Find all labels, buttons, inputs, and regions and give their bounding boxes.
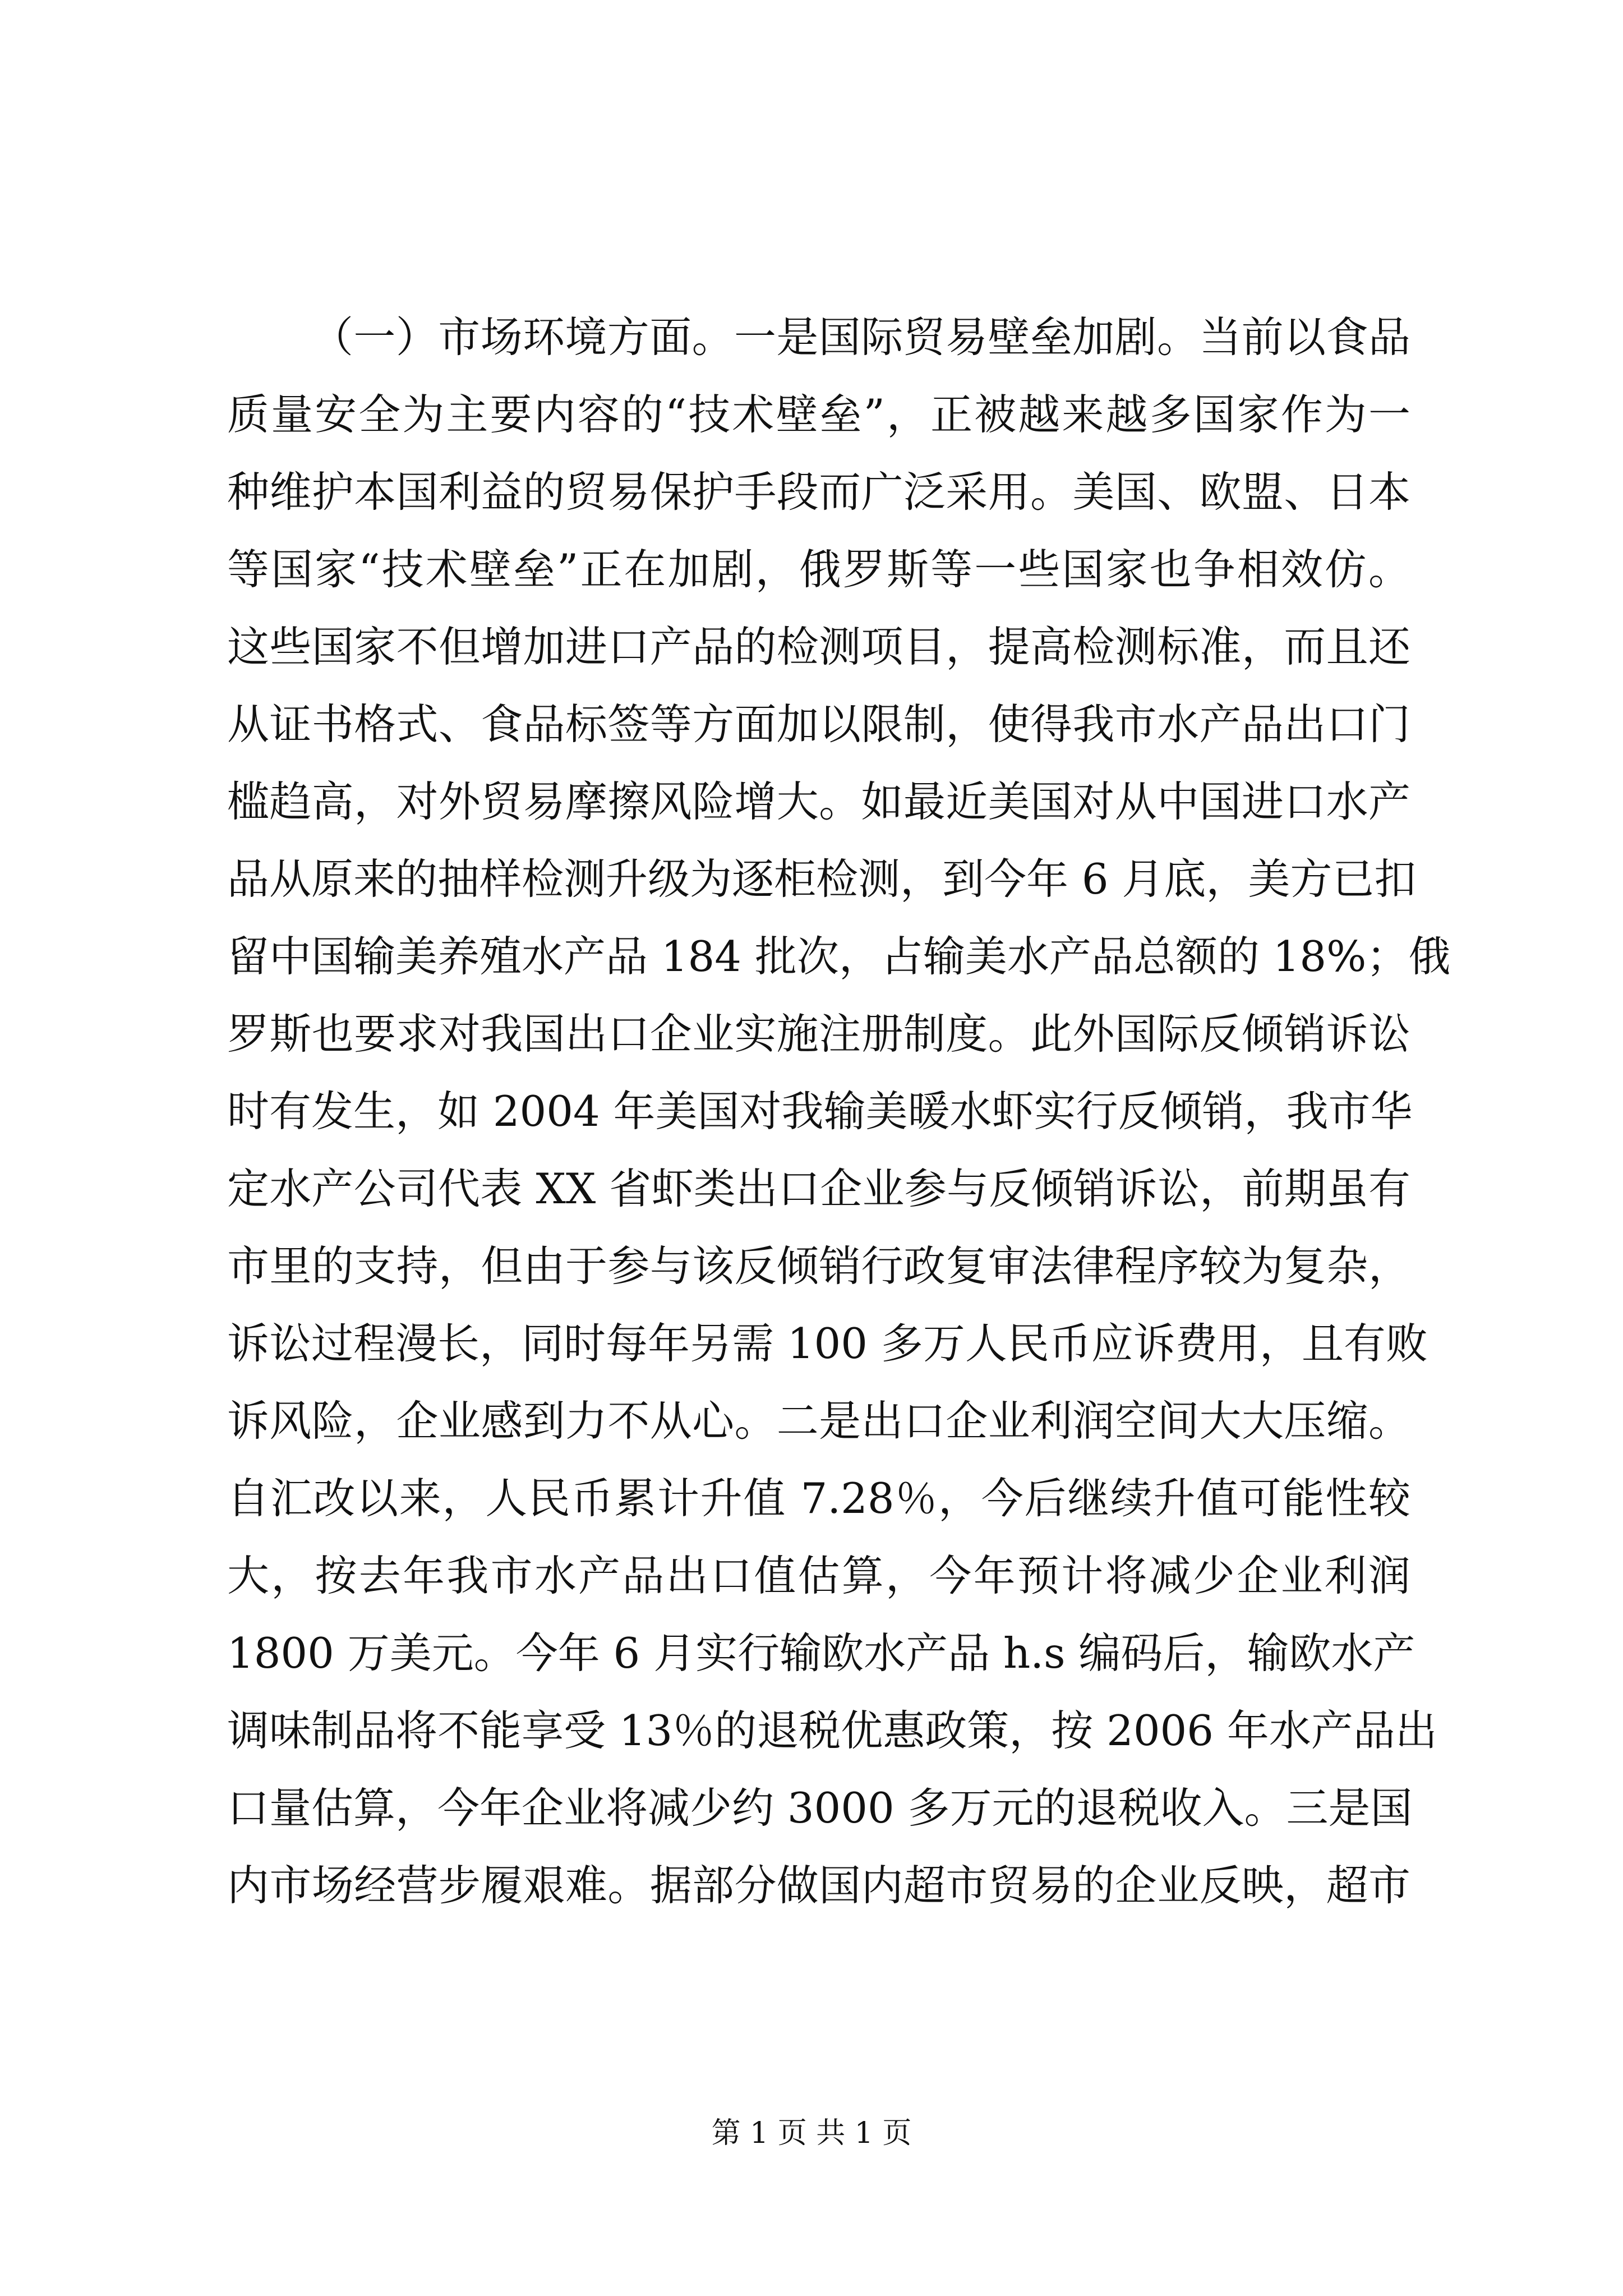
text-line: 1800 万美元。今年 6 月实行输欧水产品 h.s 编码后，输欧水产 <box>227 1628 1415 1678</box>
text-line: 定水产公司代表 XX 省虾类出口企业参与反倾销诉讼，前期虽有 <box>227 1164 1410 1213</box>
text-line: 大，按去年我市水产品出口值估算，今年预计将减少企业利润 <box>227 1551 1410 1600</box>
text-line: 诉风险，企业感到力不从心。二是出口企业利润空间大大压缩。 <box>227 1396 1410 1446</box>
page-number-label: 第 1 页 共 1 页 <box>711 2116 912 2150</box>
text-line: 调味制品将不能享受 13％的退税优惠政策，按 2006 年水产品出 <box>227 1706 1437 1755</box>
text-line: 从证书格式、食品标签等方面加以限制，使得我市水产品出口门 <box>227 700 1410 749</box>
text-line: 品从原来的抽样检测升级为逐柜检测，到今年 6 月底，美方已扣 <box>227 854 1417 904</box>
body-paragraph <box>227 298 1451 1924</box>
text-line: （一）市场环境方面。一是国际贸易壁垒加剧。当前以食品 <box>311 312 1410 362</box>
text-line: 内市场经营步履艰难。据部分做国内超市贸易的企业反映，超市 <box>227 1861 1410 1910</box>
text-line: 市里的支持，但由于参与该反倾销行政复审法律程序较为复杂， <box>227 1241 1410 1291</box>
text-line: 诉讼过程漫长，同时每年另需 100 多万人民币应诉费用，且有败 <box>227 1319 1428 1368</box>
text-line: 口量估算，今年企业将减少约 3000 多万元的退税收入。三是国 <box>227 1783 1413 1833</box>
text-line: 罗斯也要求对我国出口企业实施注册制度。此外国际反倾销诉讼 <box>227 1009 1410 1059</box>
text-line: 种维护本国利益的贸易保护手段而广泛采用。美国、欧盟、日本 <box>227 467 1410 517</box>
text-line: 槛趋高，对外贸易摩擦风险增大。如最近美国对从中国进口水产 <box>227 777 1410 826</box>
text-line: 质量安全为主要内容的“技术壁垒”，正被越来越多国家作为一 <box>227 390 1410 439</box>
text-line: 自汇改以来，人民币累计升值 7.28％，今后继续升值可能性较 <box>227 1474 1410 1523</box>
text-line: 等国家“技术壁垒”正在加剧，俄罗斯等一些国家也争相效仿。 <box>227 545 1410 594</box>
text-line: 时有发生，如 2004 年美国对我输美暖水虾实行反倾销，我市华 <box>227 1087 1413 1136</box>
text-line: 这些国家不但增加进口产品的检测项目，提高检测标准，而且还 <box>227 622 1410 671</box>
text-line: 留中国输美养殖水产品 184 批次，占输美水产品总额的 18%；俄 <box>227 932 1451 981</box>
page-footer <box>0 2114 1623 2153</box>
